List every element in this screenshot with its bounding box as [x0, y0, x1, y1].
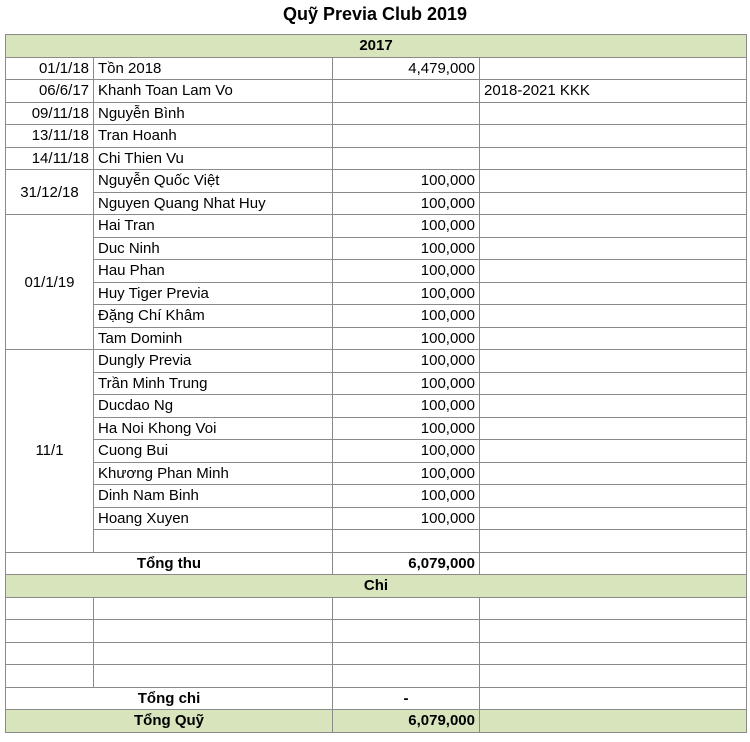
expense-section-header: Chi — [6, 575, 747, 598]
table-row — [6, 350, 747, 373]
date-cell[interactable]: 31/12/18 — [6, 170, 94, 215]
note-cell[interactable] — [480, 395, 747, 418]
name-cell[interactable] — [94, 665, 333, 688]
amount-cell[interactable] — [333, 125, 480, 148]
note-cell[interactable] — [480, 552, 747, 575]
note-cell[interactable] — [480, 327, 747, 350]
table-row — [6, 170, 747, 193]
name-cell[interactable] — [94, 642, 333, 665]
amount-cell[interactable]: 100,000 — [333, 395, 480, 418]
amount-cell[interactable]: 100,000 — [333, 485, 480, 508]
table-row — [6, 125, 747, 148]
date-cell[interactable]: 06/6/17 — [6, 80, 94, 103]
name-cell[interactable]: Tran Hoanh — [94, 125, 333, 148]
table-row — [6, 642, 747, 665]
name-cell[interactable]: Chi Thien Vu — [94, 147, 333, 170]
name-cell[interactable]: Trần Minh Trung — [94, 372, 333, 395]
name-cell[interactable]: Khanh Toan Lam Vo — [94, 80, 333, 103]
expense-total-amount[interactable]: - — [333, 687, 480, 710]
amount-cell[interactable] — [333, 665, 480, 688]
amount-cell[interactable]: 100,000 — [333, 237, 480, 260]
table-row — [6, 282, 747, 305]
note-cell[interactable] — [480, 620, 747, 643]
name-cell[interactable]: Duc Ninh — [94, 237, 333, 260]
table-row — [6, 665, 747, 688]
name-cell[interactable]: Hau Phan — [94, 260, 333, 283]
note-cell[interactable] — [480, 170, 747, 193]
note-cell[interactable] — [480, 417, 747, 440]
note-cell[interactable] — [480, 485, 747, 508]
note-cell[interactable] — [480, 462, 747, 485]
note-cell[interactable] — [480, 282, 747, 305]
note-cell[interactable] — [480, 350, 747, 373]
date-cell[interactable]: 11/1 — [6, 350, 94, 553]
name-cell[interactable]: Khương Phan Minh — [94, 462, 333, 485]
table-row — [6, 462, 747, 485]
date-cell[interactable]: 14/11/18 — [6, 147, 94, 170]
table-row — [6, 327, 747, 350]
name-cell[interactable] — [94, 620, 333, 643]
date-cell[interactable] — [6, 620, 94, 643]
note-cell[interactable] — [480, 215, 747, 238]
expense-section-header-row — [6, 575, 747, 598]
name-cell[interactable]: Dinh Nam Binh — [94, 485, 333, 508]
table-row — [6, 395, 747, 418]
table-row — [6, 597, 747, 620]
name-cell[interactable]: Tam Dominh — [94, 327, 333, 350]
income-section-header-row — [6, 35, 747, 58]
table-row — [6, 237, 747, 260]
amount-cell[interactable] — [333, 620, 480, 643]
note-cell[interactable] — [480, 305, 747, 328]
name-cell[interactable] — [94, 530, 333, 553]
note-cell[interactable] — [480, 372, 747, 395]
table-row — [6, 507, 747, 530]
note-cell[interactable] — [480, 530, 747, 553]
table-row — [6, 372, 747, 395]
date-cell[interactable] — [6, 597, 94, 620]
date-cell[interactable]: 01/1/18 — [6, 57, 94, 80]
note-cell[interactable] — [480, 125, 747, 148]
table-row — [6, 215, 747, 238]
fund-table — [5, 34, 747, 733]
amount-cell[interactable]: 100,000 — [333, 417, 480, 440]
sheet-title: Quỹ Previa Club 2019 — [282, 4, 468, 24]
amount-cell[interactable]: 100,000 — [333, 372, 480, 395]
note-cell[interactable] — [480, 665, 747, 688]
name-cell[interactable]: Nguyễn Quốc Việt — [94, 170, 333, 193]
table-row — [6, 102, 747, 125]
table-row — [6, 147, 747, 170]
note-cell[interactable] — [480, 192, 747, 215]
date-cell[interactable]: 09/11/18 — [6, 102, 94, 125]
amount-cell[interactable] — [333, 102, 480, 125]
amount-cell[interactable]: 100,000 — [333, 260, 480, 283]
fund-total-label: Tổng Quỹ — [6, 710, 333, 733]
name-cell[interactable] — [94, 597, 333, 620]
expense-total-label: Tổng chi — [6, 687, 333, 710]
amount-cell[interactable]: 100,000 — [333, 507, 480, 530]
amount-cell[interactable] — [333, 597, 480, 620]
table-row — [6, 260, 747, 283]
amount-cell[interactable]: 100,000 — [333, 350, 480, 373]
amount-cell[interactable]: 100,000 — [333, 462, 480, 485]
table-row — [6, 192, 747, 215]
income-total-amount[interactable]: 6,079,000 — [333, 552, 480, 575]
amount-cell[interactable]: 100,000 — [333, 215, 480, 238]
date-cell[interactable] — [6, 642, 94, 665]
date-cell[interactable] — [6, 665, 94, 688]
expense-total-row — [6, 687, 747, 710]
amount-cell[interactable]: 100,000 — [333, 440, 480, 463]
note-cell[interactable] — [480, 507, 747, 530]
name-cell[interactable]: Huy Tiger Previa — [94, 282, 333, 305]
name-cell[interactable]: Tồn 2018 — [94, 57, 333, 80]
name-cell[interactable]: Dungly Previa — [94, 350, 333, 373]
amount-cell[interactable] — [333, 642, 480, 665]
income-total-label: Tổng thu — [6, 552, 333, 575]
table-row — [6, 57, 747, 80]
note-cell[interactable] — [480, 440, 747, 463]
name-cell[interactable]: Ducdao Ng — [94, 395, 333, 418]
amount-cell[interactable]: 100,000 — [333, 327, 480, 350]
note-cell[interactable] — [480, 147, 747, 170]
amount-cell[interactable] — [333, 530, 480, 553]
note-cell[interactable] — [480, 597, 747, 620]
date-cell[interactable]: 01/1/19 — [6, 215, 94, 350]
note-cell[interactable] — [480, 710, 747, 733]
table-row — [6, 440, 747, 463]
note-cell[interactable] — [480, 642, 747, 665]
table-row — [6, 305, 747, 328]
income-section-header: 2017 — [6, 35, 747, 58]
name-cell[interactable]: Cuong Bui — [94, 440, 333, 463]
amount-cell[interactable] — [333, 147, 480, 170]
note-cell[interactable]: 2018-2021 KKK — [480, 80, 747, 103]
note-cell[interactable] — [480, 687, 747, 710]
amount-cell[interactable]: 100,000 — [333, 170, 480, 193]
amount-cell[interactable]: 100,000 — [333, 282, 480, 305]
note-cell[interactable] — [480, 237, 747, 260]
table-row — [6, 80, 747, 103]
note-cell[interactable] — [480, 260, 747, 283]
table-row — [6, 620, 747, 643]
amount-cell[interactable]: 100,000 — [333, 192, 480, 215]
name-cell[interactable]: Nguyễn Bình — [94, 102, 333, 125]
name-cell[interactable]: Đặng Chí Khâm — [94, 305, 333, 328]
date-cell[interactable]: 13/11/18 — [6, 125, 94, 148]
name-cell[interactable]: Nguyen Quang Nhat Huy — [94, 192, 333, 215]
amount-cell[interactable]: 4,479,000 — [333, 57, 480, 80]
name-cell[interactable]: Ha Noi Khong Voi — [94, 417, 333, 440]
table-row — [6, 417, 747, 440]
table-row — [6, 530, 747, 553]
income-total-row — [6, 552, 747, 575]
name-cell[interactable]: Hoang Xuyen — [94, 507, 333, 530]
fund-total-amount[interactable]: 6,079,000 — [333, 710, 480, 733]
note-cell[interactable] — [480, 57, 747, 80]
amount-cell[interactable] — [333, 80, 480, 103]
note-cell[interactable] — [480, 102, 747, 125]
fund-total-row — [6, 710, 747, 733]
table-row — [6, 485, 747, 508]
amount-cell[interactable]: 100,000 — [333, 305, 480, 328]
name-cell[interactable]: Hai Tran — [94, 215, 333, 238]
